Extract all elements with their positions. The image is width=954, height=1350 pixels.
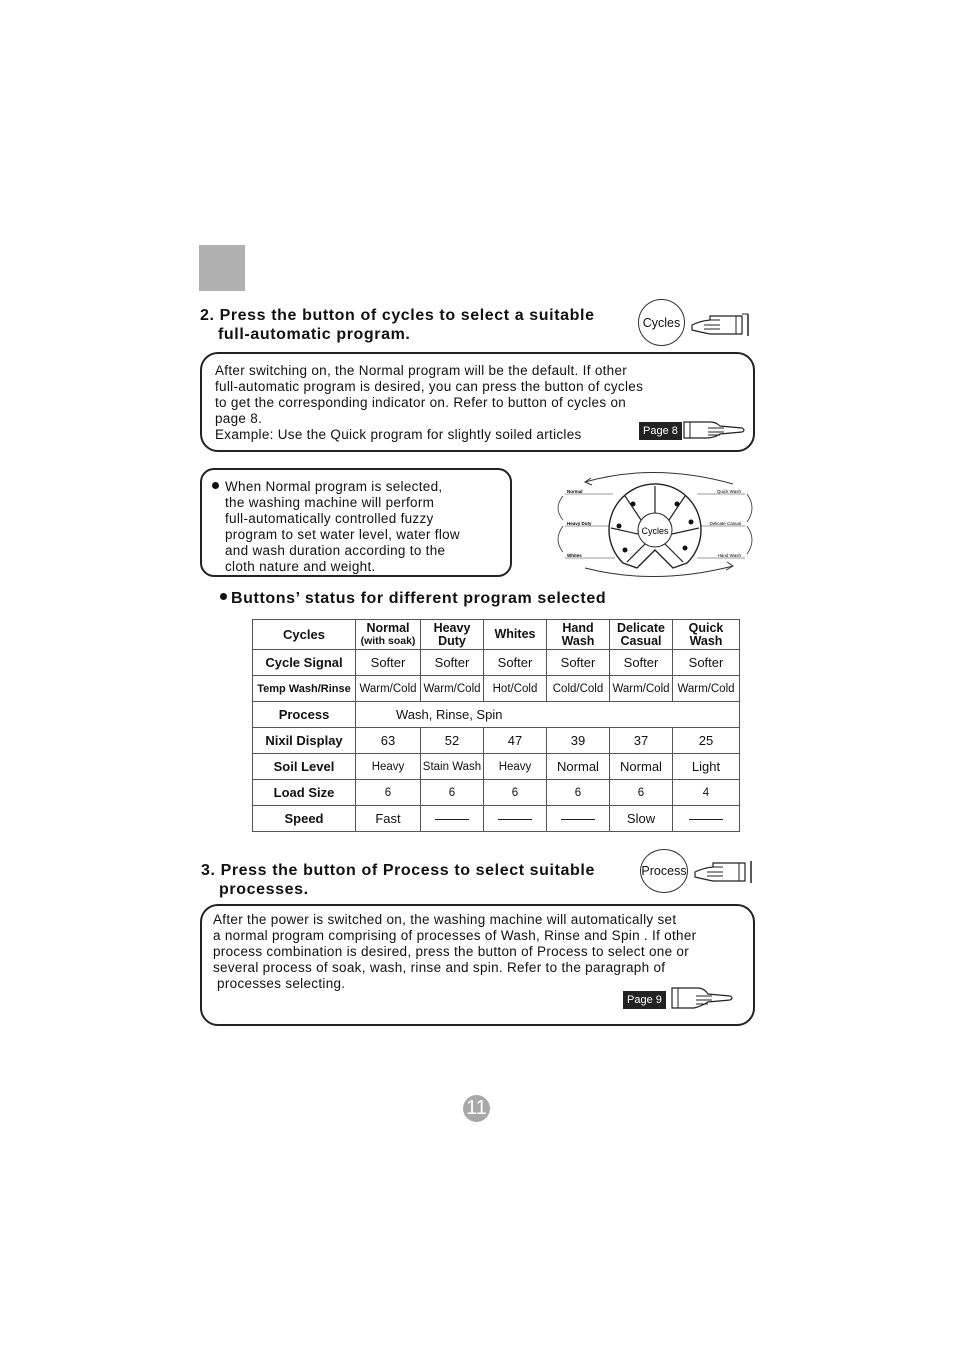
table-row <box>253 780 740 806</box>
pointing-hand-icon <box>680 416 750 444</box>
table-row <box>253 754 740 780</box>
table-cell: 6 <box>421 780 484 806</box>
table-cell: Softer <box>356 650 421 676</box>
normal-program-note <box>200 468 512 577</box>
table-cell: 6 <box>547 780 610 806</box>
section2-line: After switching on, the Normal program will be the default. If other <box>215 363 628 378</box>
table-cell-dash <box>673 806 740 832</box>
dial-label-whites: Whites <box>567 553 582 558</box>
dial-label-hand-wash: Hand Wash <box>717 553 741 558</box>
row-header-load-size: Load Size <box>253 780 356 806</box>
page-number: 11 <box>463 1095 490 1122</box>
table-cell: Light <box>673 754 740 780</box>
table-cell: 52 <box>421 728 484 754</box>
table-cell: 47 <box>484 728 547 754</box>
column-header: Whites <box>484 620 547 650</box>
note-line: program to set water level, water flow <box>225 527 460 542</box>
note-line: cloth nature and weight. <box>225 559 376 574</box>
column-header: Normal (with soak) <box>356 620 421 650</box>
process-button-label: Process <box>641 864 687 878</box>
dial-label-heavy-duty: Heavy Duty <box>567 521 592 526</box>
column-header: Hand Wash <box>547 620 610 650</box>
dial-label-normal: Normal <box>567 489 583 494</box>
table-row <box>253 806 740 832</box>
section3-heading-line1: 3. Press the button of Process to select suitable <box>201 862 595 879</box>
table-row <box>253 676 740 702</box>
row-header-process: Process <box>253 702 356 728</box>
column-header: Delicate Casual <box>610 620 673 650</box>
section3-heading <box>201 861 595 899</box>
column-header: Heavy Duty <box>421 620 484 650</box>
table-cell: 39 <box>547 728 610 754</box>
table-cell: Softer <box>484 650 547 676</box>
bullet-icon <box>212 482 219 489</box>
table-cell: 6 <box>610 780 673 806</box>
table-cell: Warm/Cold <box>421 676 484 702</box>
section2-info-box <box>200 352 755 452</box>
section2-heading <box>200 306 595 344</box>
table-cell: 37 <box>610 728 673 754</box>
table-row <box>253 620 740 650</box>
section3-info-box <box>200 904 755 1026</box>
table-cell: Warm/Cold <box>610 676 673 702</box>
table-row <box>253 702 740 728</box>
note-line: full-automatically controlled fuzzy <box>225 511 434 526</box>
table-cell: Warm/Cold <box>673 676 740 702</box>
row-header-cycles: Cycles <box>253 620 356 650</box>
pointing-hand-icon <box>668 984 738 1012</box>
column-header: Quick Wash <box>673 620 740 650</box>
table-cell-dash <box>421 806 484 832</box>
note-line: and wash duration according to the <box>225 543 446 558</box>
table-cell: Normal <box>610 754 673 780</box>
table-cell: Stain Wash <box>421 754 484 780</box>
dial-label-quick-wash: Quick Wash <box>716 489 741 494</box>
table-cell: Hot/Cold <box>484 676 547 702</box>
table-cell: Cold/Cold <box>547 676 610 702</box>
section3-paragraph <box>213 912 696 992</box>
table-cell: Heavy <box>356 754 421 780</box>
normal-note-text <box>225 479 460 575</box>
row-header-nixil-display: Nixil Display <box>253 728 356 754</box>
pointing-hand-icon <box>690 312 752 338</box>
section2-heading-line2: full-automatic program. <box>218 326 411 343</box>
table-cell: Softer <box>610 650 673 676</box>
table-cell: 25 <box>673 728 740 754</box>
cycles-button[interactable] <box>638 299 685 346</box>
program-status-table <box>252 619 740 832</box>
page-8-reference: Page 8 <box>639 422 682 440</box>
row-header-speed: Speed <box>253 806 356 832</box>
table-cell: Normal <box>547 754 610 780</box>
table-title: Buttons’ status for different program selected <box>231 590 607 607</box>
table-row <box>253 650 740 676</box>
table-cell-dash <box>484 806 547 832</box>
section2-paragraph <box>215 363 643 443</box>
table-cell-process: Wash, Rinse, Spin <box>356 702 740 728</box>
section2-line: to get the corresponding indicator on. Refer to button of cycles on <box>215 395 627 410</box>
table-cell: Fast <box>356 806 421 832</box>
pointing-hand-icon <box>693 859 755 885</box>
table-cell: 4 <box>673 780 740 806</box>
table-cell: Slow <box>610 806 673 832</box>
cycles-button-label: Cycles <box>642 315 681 330</box>
section2-line: full-automatic program is desired, you can press the button of cycles <box>215 379 644 394</box>
table-row <box>253 728 740 754</box>
section2-line: page 8. <box>215 411 263 426</box>
table-cell: Softer <box>421 650 484 676</box>
section3-line: After the power is switched on, the washing machine will automatically set <box>213 912 677 927</box>
table-cell: 6 <box>356 780 421 806</box>
table-cell: Warm/Cold <box>356 676 421 702</box>
section3-line: several process of soak, wash, rinse and spin. Refer to the paragraph of <box>213 960 666 975</box>
section3-line: processes selecting. <box>213 976 346 991</box>
table-cell: Softer <box>547 650 610 676</box>
section3-line: process combination is desired, press the button of Process to select one or <box>213 944 690 959</box>
section3-line: a normal program comprising of processes of Wash, Rinse and Spin . If other <box>213 928 697 943</box>
section-tab-marker <box>199 245 245 291</box>
section3-heading-line2: processes. <box>219 881 309 898</box>
table-cell: Softer <box>673 650 740 676</box>
section2-line: Example: Use the Quick program for slightly soiled articles <box>215 427 582 442</box>
page-9-reference: Page 9 <box>623 991 666 1009</box>
note-line: When Normal program is selected, <box>225 479 443 494</box>
table-cell: Heavy <box>484 754 547 780</box>
cycle-dial-diagram <box>555 468 755 580</box>
bullet-icon <box>220 593 227 600</box>
process-button[interactable] <box>640 849 688 893</box>
row-header-soil-level: Soil Level <box>253 754 356 780</box>
dial-label-delicate-casual: Delicate Casual <box>709 521 741 526</box>
dial-center-label: Cycles <box>641 526 669 536</box>
table-cell: 6 <box>484 780 547 806</box>
note-line: the washing machine will perform <box>225 495 435 510</box>
table-cell-dash <box>547 806 610 832</box>
section2-heading-line1: 2. Press the button of cycles to select a suitable <box>200 307 595 324</box>
table-cell: 63 <box>356 728 421 754</box>
row-header-temp: Temp Wash/Rinse <box>253 676 356 702</box>
row-header-cycle-signal: Cycle Signal <box>253 650 356 676</box>
